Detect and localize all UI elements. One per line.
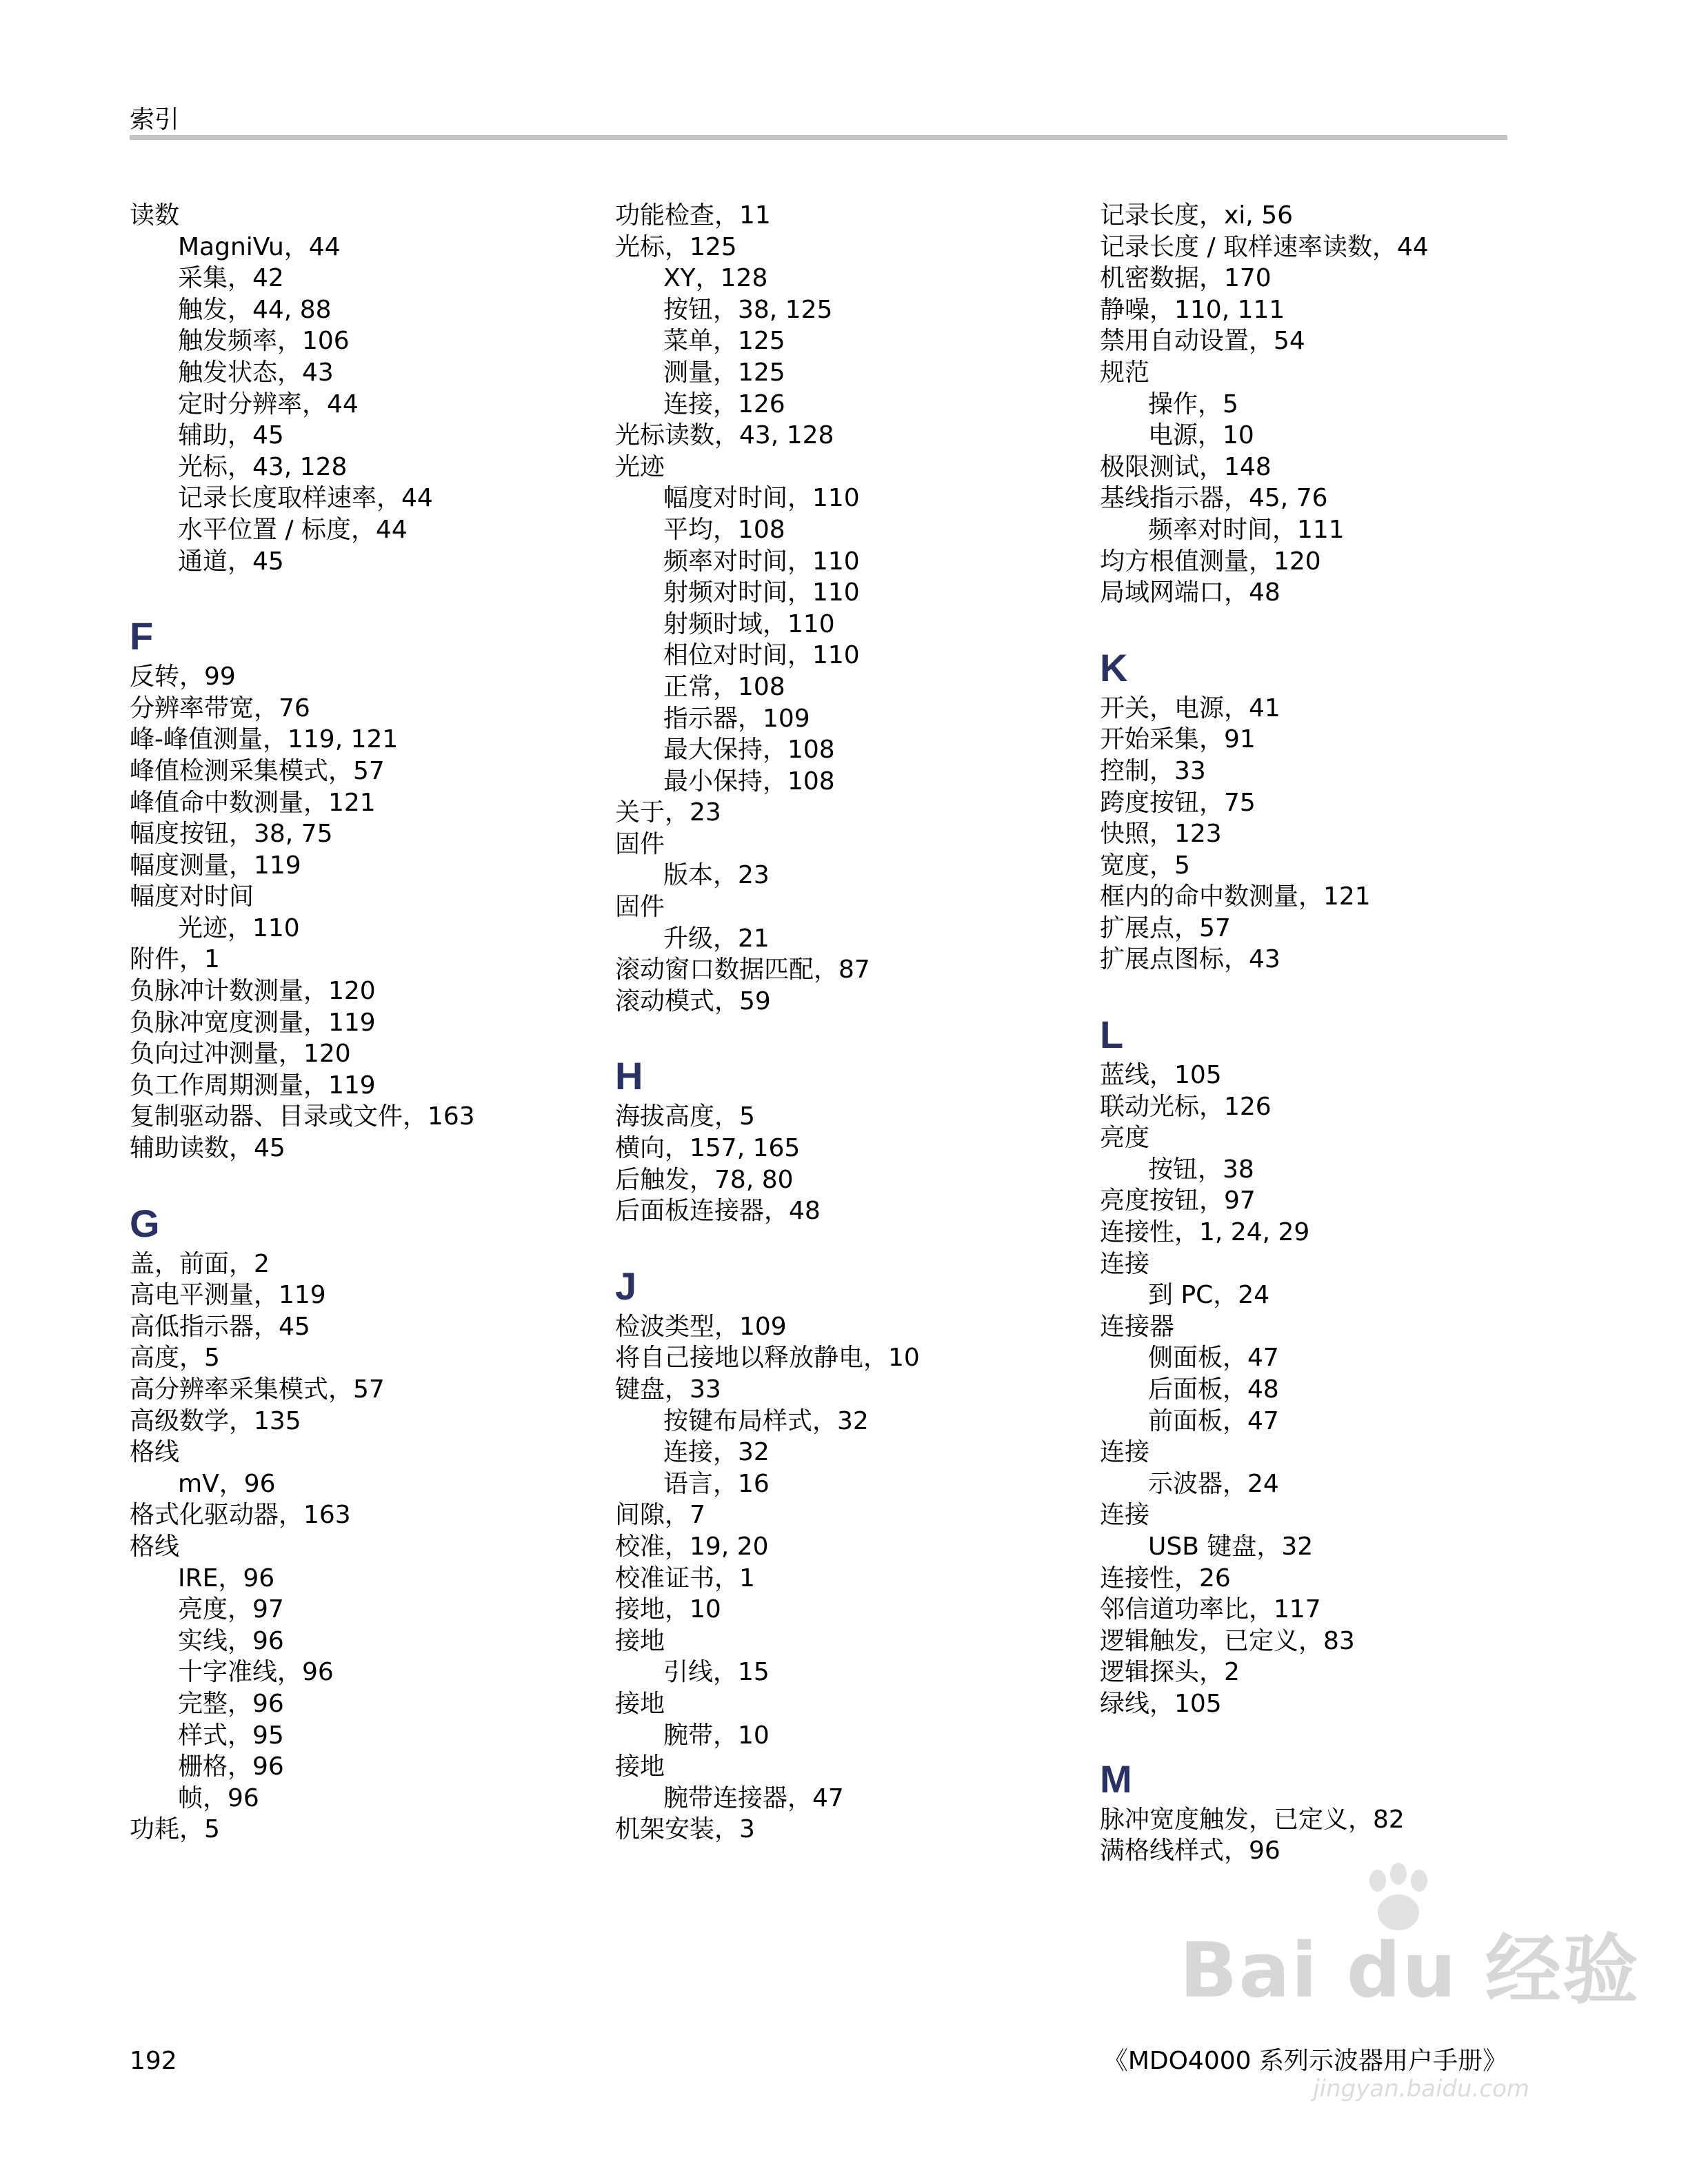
index-entry: 逻辑触发，已定义，83 bbox=[1100, 1626, 1355, 1655]
index-subentry: 十字准线，96 bbox=[178, 1658, 334, 1687]
index-subentry: 水平位置 / 标度，44 bbox=[178, 515, 408, 544]
index-entry: 机密数据，170 bbox=[1100, 264, 1272, 293]
index-subentry: XY，128 bbox=[663, 264, 768, 293]
index-subentry: 连接，126 bbox=[663, 390, 785, 418]
index-column-1 bbox=[130, 200, 475, 1846]
index-entry: 联动光标，126 bbox=[1100, 1092, 1272, 1121]
index-entry: 开关，电源，41 bbox=[1100, 694, 1280, 722]
index-entry: 光标，125 bbox=[615, 232, 737, 261]
index-entry: 连接性，1, 24, 29 bbox=[1100, 1218, 1310, 1247]
index-entry: 蓝线，105 bbox=[1100, 1061, 1222, 1090]
index-entry: 记录长度，xi, 56 bbox=[1100, 201, 1294, 230]
index-entry: 海拔高度，5 bbox=[615, 1102, 755, 1131]
index-subentry: 菜单，125 bbox=[663, 327, 785, 356]
section-letter: L bbox=[1100, 1013, 1124, 1057]
index-entry: 关于，23 bbox=[615, 798, 721, 827]
index-subentry: 语言，16 bbox=[663, 1469, 770, 1498]
index-entry: 高分辨率采集模式，57 bbox=[130, 1375, 385, 1404]
index-entry: 后面板连接器，48 bbox=[615, 1197, 821, 1226]
index-subentry: 辅助，45 bbox=[178, 421, 284, 450]
index-subentry: 光迹，110 bbox=[178, 913, 300, 942]
index-entry: 格式化驱动器，163 bbox=[130, 1501, 351, 1530]
index-entry: 亮度 bbox=[1100, 1124, 1150, 1153]
index-entry: 滚动模式，59 bbox=[615, 987, 771, 1015]
section-letter: H bbox=[615, 1054, 643, 1098]
index-entry: 扩展点，57 bbox=[1100, 913, 1231, 942]
index-entry: 高级数学，135 bbox=[130, 1406, 301, 1435]
index-entry: 将自己接地以释放静电，10 bbox=[615, 1344, 920, 1373]
index-subentry: 射频时域，110 bbox=[663, 609, 835, 638]
index-entry: 检波类型，109 bbox=[615, 1312, 787, 1341]
index-entry: 滚动窗口数据匹配，87 bbox=[615, 956, 870, 984]
index-subentry: 触发，44, 88 bbox=[178, 295, 332, 324]
index-entry: 负工作周期测量，119 bbox=[130, 1071, 376, 1100]
index-entry: 连接 bbox=[1100, 1249, 1150, 1278]
index-entry: 开始采集，91 bbox=[1100, 725, 1256, 754]
index-subentry: 幅度对时间，110 bbox=[663, 484, 860, 513]
index-entry: 幅度测量，119 bbox=[130, 851, 301, 880]
index-entry: 局域网端口，48 bbox=[1100, 578, 1280, 607]
index-subentry: 腕带连接器，47 bbox=[663, 1783, 844, 1812]
index-entry: 校准证书，1 bbox=[615, 1564, 755, 1593]
index-subentry: 连接，32 bbox=[663, 1438, 770, 1467]
index-subentry: 正常，108 bbox=[663, 672, 785, 701]
index-entry: 幅度对时间 bbox=[130, 882, 254, 911]
index-subentry: 实线，96 bbox=[178, 1626, 284, 1655]
index-entry: 键盘，33 bbox=[615, 1375, 721, 1404]
index-entry: 幅度按钮，38, 75 bbox=[130, 820, 333, 849]
index-entry: 附件，1 bbox=[130, 945, 220, 974]
index-subentry: 样式，95 bbox=[178, 1721, 284, 1750]
index-entry: 分辨率带宽，76 bbox=[130, 694, 310, 722]
book-title: 《MDO4000 系列示波器用户手册》 bbox=[1103, 2047, 1507, 2075]
section-letter: K bbox=[1100, 645, 1128, 689]
index-entry: 格线 bbox=[130, 1438, 180, 1467]
index-entry: 负向过冲测量，120 bbox=[130, 1040, 351, 1069]
index-entry: 连接性，26 bbox=[1100, 1564, 1231, 1593]
index-subentry: 测量，125 bbox=[663, 358, 785, 387]
index-column-2 bbox=[615, 200, 920, 1846]
index-subentry: 频率对时间，110 bbox=[663, 547, 860, 576]
baidu-watermark: Bai du 经验 bbox=[1179, 1926, 1640, 2014]
index-subentry: 版本，23 bbox=[663, 861, 770, 890]
index-entry: 禁用自动设置，54 bbox=[1100, 327, 1305, 356]
index-subentry: 射频对时间，110 bbox=[663, 578, 860, 607]
index-entry: 读数 bbox=[130, 201, 180, 230]
index-entry: 框内的命中数测量，121 bbox=[1100, 882, 1371, 911]
index-subentry: 帧，96 bbox=[178, 1783, 259, 1812]
index-entry: 极限测试，148 bbox=[1100, 452, 1272, 481]
index-entry: 固件 bbox=[615, 829, 665, 858]
index-subentry: 升级，21 bbox=[663, 924, 770, 953]
index-subentry: 栅格，96 bbox=[178, 1752, 284, 1781]
index-entry: 光迹 bbox=[615, 452, 665, 481]
index-subentry: 指示器，109 bbox=[663, 704, 810, 733]
index-subentry: 相位对时间，110 bbox=[663, 641, 860, 670]
index-entry: 高低指示器，45 bbox=[130, 1312, 310, 1341]
index-entry: 接地 bbox=[615, 1689, 665, 1718]
index-subentry: 定时分辨率，44 bbox=[178, 390, 359, 418]
index-subentry: 按键布局样式，32 bbox=[663, 1406, 869, 1435]
index-entry: 邻信道功率比，117 bbox=[1100, 1595, 1321, 1624]
index-entry: 负脉冲宽度测量，119 bbox=[130, 1008, 376, 1037]
page-number: 192 bbox=[130, 2047, 177, 2075]
index-subentry: 按钮，38 bbox=[1148, 1155, 1254, 1184]
index-subentry: 完整，96 bbox=[178, 1689, 284, 1718]
index-subentry: USB 键盘，32 bbox=[1148, 1532, 1314, 1561]
index-entry: 反转，99 bbox=[130, 663, 236, 691]
index-entry: 快照，123 bbox=[1100, 820, 1222, 849]
index-subentry: 后面板，48 bbox=[1148, 1375, 1279, 1404]
index-subentry: 通道，45 bbox=[178, 547, 284, 576]
index-entry: 格线 bbox=[130, 1532, 180, 1561]
index-subentry: 最小保持，108 bbox=[663, 767, 835, 796]
index-entry: 峰值检测采集模式，57 bbox=[130, 756, 385, 785]
index-entry: 高度，5 bbox=[130, 1344, 220, 1373]
index-subentry: 引线，15 bbox=[663, 1658, 770, 1687]
index-subentry: 操作，5 bbox=[1148, 390, 1238, 418]
index-entry: 基线指示器，45, 76 bbox=[1100, 484, 1328, 513]
index-entry: 逻辑探头，2 bbox=[1100, 1658, 1240, 1687]
index-entry: 静噪，110, 111 bbox=[1100, 295, 1285, 324]
index-subentry: mV，96 bbox=[178, 1469, 276, 1498]
index-entry: 连接 bbox=[1100, 1501, 1150, 1530]
index-entry: 控制，33 bbox=[1100, 756, 1206, 785]
index-entry: 峰值命中数测量，121 bbox=[130, 788, 376, 817]
index-entry: 负脉冲计数测量，120 bbox=[130, 977, 376, 1006]
index-entry: 连接 bbox=[1100, 1438, 1150, 1467]
index-entry: 后触发，78, 80 bbox=[615, 1165, 794, 1194]
index-subentry: 亮度，97 bbox=[178, 1595, 284, 1624]
running-header-title: 索引 bbox=[130, 105, 180, 134]
index-entry: 固件 bbox=[615, 893, 665, 922]
section-letter: G bbox=[130, 1201, 160, 1245]
index-entry: 光标读数，43, 128 bbox=[615, 421, 834, 450]
index-entry: 亮度按钮，97 bbox=[1100, 1186, 1256, 1215]
index-column-3 bbox=[1100, 200, 1429, 1867]
index-subentry: 示波器，24 bbox=[1148, 1469, 1279, 1498]
index-entry: 跨度按钮，75 bbox=[1100, 788, 1256, 817]
index-entry: 功耗，5 bbox=[130, 1815, 220, 1844]
index-entry: 峰-峰值测量，119, 121 bbox=[130, 725, 399, 754]
index-subentry: 最大保持，108 bbox=[663, 736, 835, 765]
index-entry: 扩展点图标，43 bbox=[1100, 945, 1280, 974]
index-subentry: IRE，96 bbox=[178, 1564, 275, 1593]
index-subentry: 频率对时间，111 bbox=[1148, 515, 1345, 544]
index-entry: 接地，10 bbox=[615, 1595, 721, 1624]
index-entry: 记录长度 / 取样速率读数，44 bbox=[1100, 232, 1429, 261]
index-subentry: 腕带，10 bbox=[663, 1721, 770, 1750]
index-entry: 校准，19, 20 bbox=[615, 1532, 769, 1561]
index-entry: 接地 bbox=[615, 1752, 665, 1781]
index-subentry: 电源，10 bbox=[1148, 421, 1254, 450]
index-entry: 脉冲宽度触发，已定义，82 bbox=[1100, 1805, 1405, 1834]
index-subentry: 触发状态，43 bbox=[178, 358, 334, 387]
index-subentry: 按钮，38, 125 bbox=[663, 295, 833, 324]
index-entry: 功能检查，11 bbox=[615, 201, 771, 230]
index-entry: 规范 bbox=[1100, 358, 1150, 387]
index-entry: 盖，前面，2 bbox=[130, 1249, 270, 1278]
index-entry: 横向，157, 165 bbox=[615, 1134, 801, 1163]
index-subentry: 前面板，47 bbox=[1148, 1406, 1279, 1435]
index-entry: 间隙，7 bbox=[615, 1501, 705, 1530]
index-subentry: 光标，43, 128 bbox=[178, 452, 348, 481]
index-subentry: MagniVu，44 bbox=[178, 232, 341, 261]
index-entry: 满格线样式，96 bbox=[1100, 1837, 1280, 1866]
index-entry: 机架安装，3 bbox=[615, 1815, 755, 1844]
index-entry: 接地 bbox=[615, 1626, 665, 1655]
index-entry: 连接器 bbox=[1100, 1312, 1175, 1341]
index-entry: 绿线，105 bbox=[1100, 1689, 1222, 1718]
index-subentry: 侧面板，47 bbox=[1148, 1344, 1279, 1373]
index-subentry: 平均，108 bbox=[663, 515, 785, 544]
index-entry: 宽度，5 bbox=[1100, 851, 1190, 880]
header-rule bbox=[130, 135, 1507, 140]
section-letter: F bbox=[130, 614, 154, 658]
index-entry: 复制驱动器、目录或文件，163 bbox=[130, 1102, 475, 1131]
baidu-watermark-url: jingyan.baidu.com bbox=[1313, 2075, 1529, 2103]
index-subentry: 到 PC，24 bbox=[1148, 1281, 1270, 1310]
index-entry: 辅助读数，45 bbox=[130, 1134, 285, 1163]
section-letter: M bbox=[1100, 1757, 1132, 1801]
index-entry: 高电平测量，119 bbox=[130, 1281, 326, 1310]
index-entry: 均方根值测量，120 bbox=[1100, 547, 1321, 576]
section-letter: J bbox=[615, 1264, 637, 1308]
index-subentry: 记录长度取样速率，44 bbox=[178, 484, 433, 513]
index-subentry: 触发频率，106 bbox=[178, 327, 350, 356]
index-subentry: 采集，42 bbox=[178, 264, 284, 293]
